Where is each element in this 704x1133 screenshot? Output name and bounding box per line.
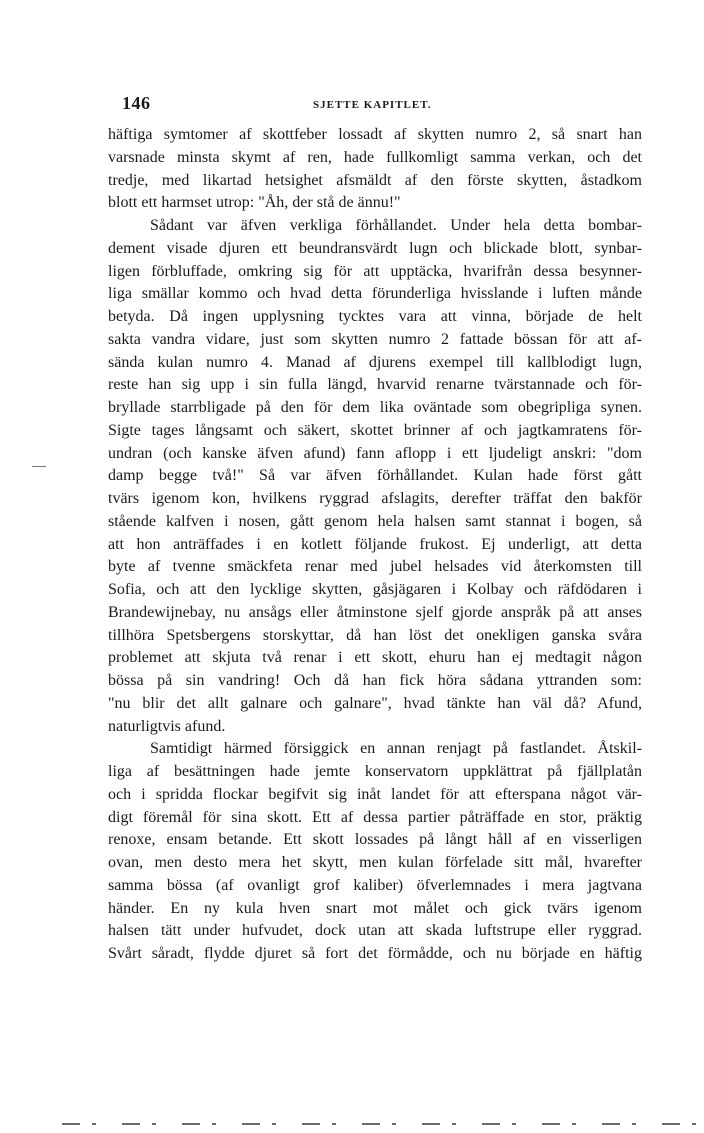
- text-line: undran (och kanske äfven afund) fann aflopp i ett ljudeligt anskri: "dom: [108, 444, 642, 462]
- text-line: och i spridda flockar begifvit sig inåt landet för att efterspana något vär-: [108, 785, 642, 803]
- text-line: samma bössa (af ovanligt grof kaliber) öfverlemnades i mera jagtvana: [108, 876, 642, 894]
- text-line: sakta vandra vidare, just som skytten numro 2 fattade bössan för att af-: [108, 330, 642, 348]
- text-line: liga af besättningen hade jemte konservatorn uppklättrat på fjällplatån: [108, 763, 642, 780]
- text-line: Brandewijnebay, nu ansågs eller åtminstone sjelf gjorde anspråk på att anses: [108, 603, 642, 621]
- text-line: Sigte tages långsamt och säkert, skottet brinner af och jagtkamratens för-: [108, 421, 642, 439]
- text-line: Svårt såradt, flydde djuret så fort det förmådde, och nu började en häftig: [108, 945, 642, 962]
- text-line: Sådant var äfven verkliga förhållandet. Under hela detta bombar-: [150, 217, 642, 234]
- text-line: betyda. Då ingen upplysning tycktes vara att vinna, började de helt: [108, 308, 642, 325]
- text-line: ligen förbluffade, omkring sig för att upptäcka, hvarifrån dessa besynner-: [108, 262, 642, 280]
- text-line: byte af tvenne smäckfeta renar med jubel helsades vid återkomsten till: [108, 558, 642, 576]
- text-line: blott ett harmset utrop: "Åh, der stå de ännu!": [108, 194, 401, 212]
- text-line: halsen tätt under hufvudet, dock utan att skada luftstrupe eller ryggrad.: [108, 922, 642, 940]
- text-line: sända kulan numro 4. Manad af djurens exempel till kallblodigt lugn,: [108, 353, 642, 371]
- text-line: "nu blir det allt galnare och galnare", hvad tänkte han väl då? Afund,: [108, 694, 642, 712]
- page-number: 146: [122, 93, 151, 113]
- text-line: tredje, med likartad hetsighet afsmäldt af den förste skytten, åstadkom: [108, 171, 642, 189]
- text-line: ovan, men desto mera het skytt, men kulan förfelade sitt mål, hvarefter: [108, 854, 642, 871]
- text-line: Samtidigt härmed försiggick en annan renjagt på fastlandet. Åtskil-: [150, 740, 642, 758]
- page-header: [118, 93, 641, 117]
- running-head: SJETTE KAPITLET.: [313, 99, 432, 111]
- text-line: reste han sig upp i sin fulla längd, hvarvid renarne tvärstannade och för-: [108, 376, 642, 394]
- text-line: problemet att skjuta två renar i ett skott, ehuru han ej medtagit någon: [108, 649, 642, 667]
- text-line: damp begge två!" Så var äfven förhållandet. Kulan hade först gått: [108, 467, 642, 485]
- text-line: bössa på sin vandring! Och då han fick höra sådana yttranden som:: [108, 672, 642, 689]
- text-line: stående kalfven i nosen, gått genom hela halsen samt stannat i bogen, så: [108, 512, 642, 530]
- text-line: Sofia, och att den lycklige skytten, gåsjägaren i Kolbay och räfdödaren i: [108, 581, 642, 598]
- text-line: händer. En ny kula hven snart mot målet och gick tvärs igenom: [108, 899, 642, 917]
- text-line: att hon anträffades i en kotlett följande frukost. Ej underligt, att detta: [108, 535, 642, 553]
- text-line: dement visade djuren ett beundransvärdt lugn och blickade blott, synbar-: [108, 239, 642, 257]
- text-line: bryllade starrbligade på den för dem lika oväntade som obegripliga synen.: [108, 399, 642, 416]
- text-line: digt föremål för sina skott. Ett af dessa partier påträffade en stor, präktig: [108, 808, 642, 826]
- text-line: häftiga symtomer af skottfeber lossadt af skytten numro 2, så snart han: [108, 126, 642, 143]
- body-text: [108, 124, 642, 966]
- margin-mark: [32, 466, 46, 467]
- text-line: renoxe, ensam betande. Ett skott lossades på långt håll af en visserligen: [108, 831, 642, 849]
- scan-artifact-line: [62, 1123, 702, 1125]
- text-line: naturligtvis afund.: [108, 717, 226, 735]
- text-line: liga smällar kommo och hvad detta förunderliga hvisslande i luften månde: [108, 285, 642, 303]
- text-line: tillhöra Spetsbergens storskyttar, då han löst det onekligen ganska svåra: [108, 626, 642, 644]
- text-line: varsnade minsta skymt af ren, hade fullkomligt samma verkan, och det: [108, 148, 642, 166]
- text-line: tvärs igenom kon, hvilkens ryggrad afslagits, derefter träffat den bakför: [108, 490, 642, 507]
